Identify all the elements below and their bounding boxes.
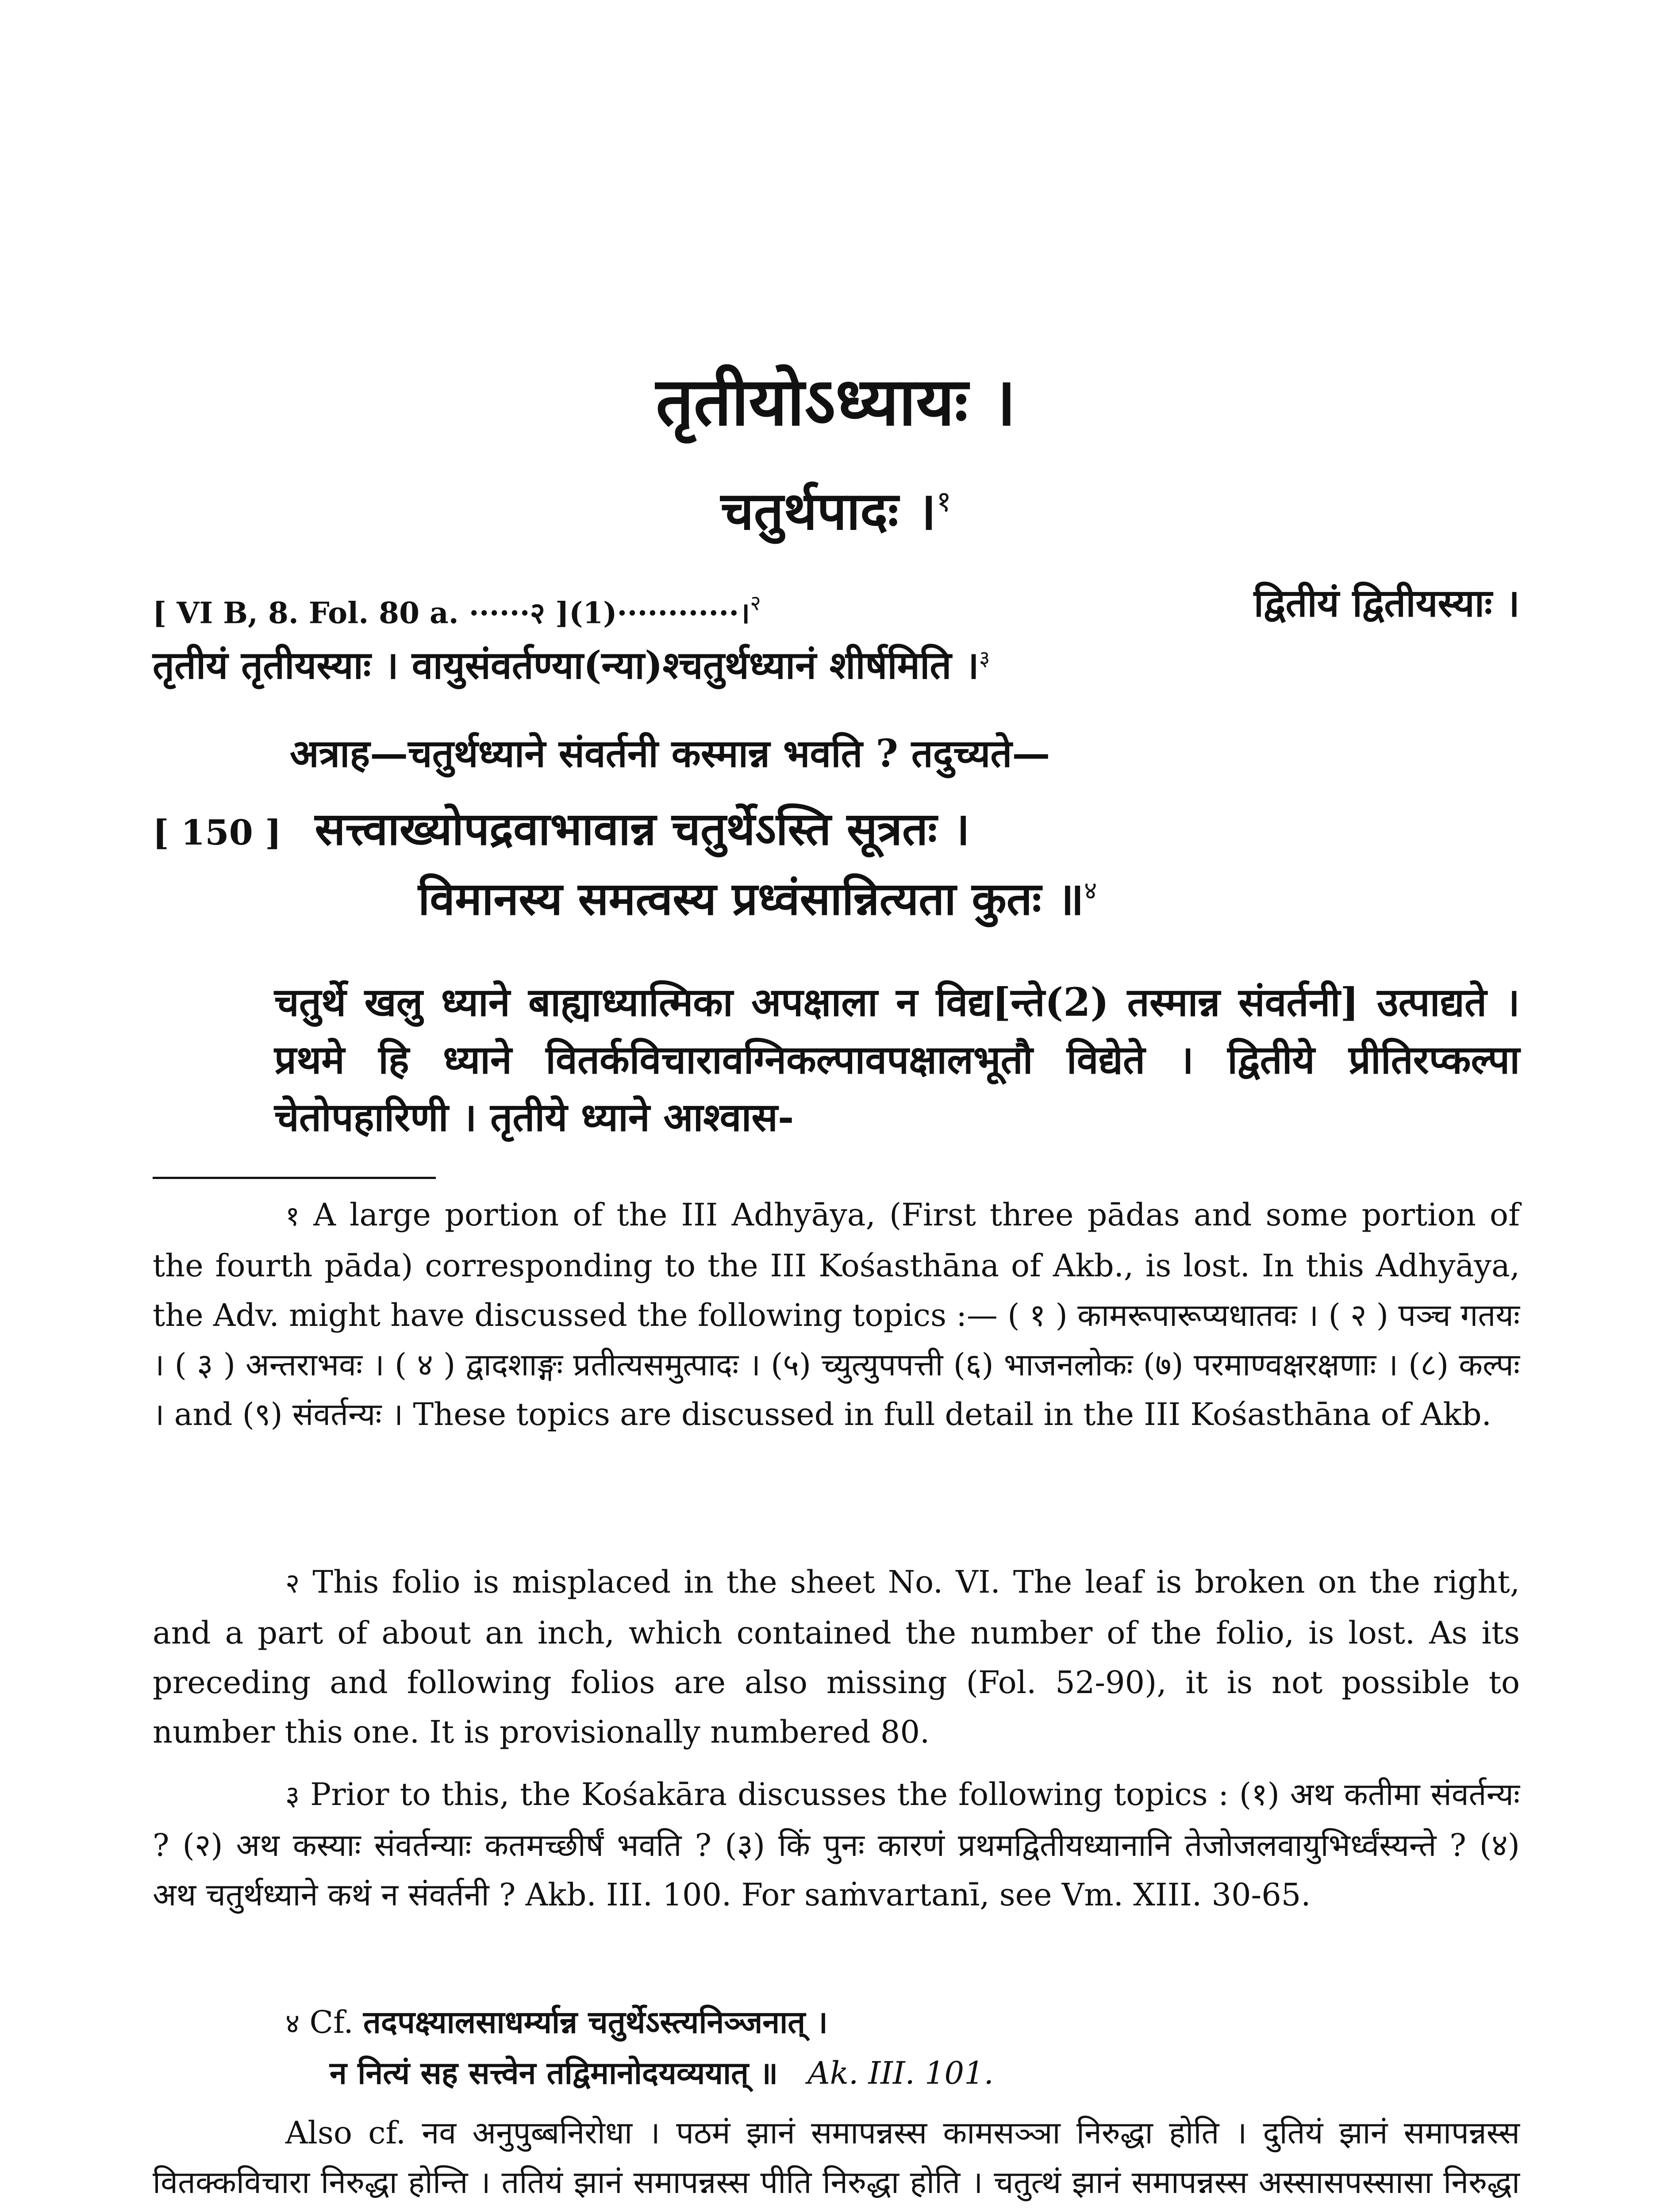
footnote-mark-4: ४ <box>1084 876 1097 905</box>
verse-line-2 <box>153 863 1520 927</box>
footnote-4-verse-2-text: न नित्यं सह सत्त्वेन तद्विमानोदयव्ययात् ॥ <box>330 2055 778 2091</box>
verse-line-1-text: सत्त्वाख्योपद्रवाभावान्न चतुर्थेऽस्ति सूत्रतः । <box>315 803 970 856</box>
footnote-4-cf: Cf. <box>309 2004 354 2040</box>
verse-line-1 <box>153 801 1520 861</box>
text-line-1-right: द्वितीयं द्वितीयस्याः । <box>1253 581 1520 626</box>
chapter-title <box>0 354 1672 444</box>
footnote-mark-1: १ <box>936 485 952 518</box>
footnote-4-mark: ४ <box>285 2007 300 2039</box>
footnote-1-mark: १ <box>285 1200 300 1232</box>
footnote-mark-3: ३ <box>979 646 990 671</box>
footnote-2-mark: २ <box>285 1567 300 1599</box>
footnote-3 <box>153 1770 1520 1920</box>
verse-number: [ 150 ] <box>153 813 281 853</box>
text-line-2 <box>153 633 1520 692</box>
footnote-1-text: A large portion of the III Adhyāya, (First three pādas and some portion of the fourth pāda) corresponding to the III Kośasthāna of Akb., is lost. In this Adhyāya, the Adv. might have discussed the following topics :— ( १ ) कामरूपारूप्यधातवः । ( २ ) पञ्च गतयः । ( ३ ) अन्तराभवः । ( ४ ) द्वादशाङ्गः प्रतीत्यसमुत्पादः । (५) च्युत्युपपत्ती (६) भाजनलोकः (७) परमाण्वक्षरक्षणाः । (८) कल्पः । and (९) संवर्तन्यः । These topics are discussed in full detail in the III Kośasthāna of Akb. <box>153 1197 1520 1432</box>
folio-reference: [ VI B, 8. Fol. 80 a. ······२ ](1)············। <box>153 595 750 630</box>
footnote-4-verse-1 <box>285 1997 1520 2048</box>
footnote-mark-2: २ <box>750 591 761 615</box>
objection-line <box>153 728 1657 780</box>
pada-title <box>0 473 1672 545</box>
footnote-1 <box>153 1190 1520 1439</box>
commentary-text: चतुर्थे खलु ध्याने बाह्याध्यात्मिका अपक्षाला न विद्य[न्ते(2) तस्मान्न संवर्तनी] उत्पाद्यते । प्रथमे हि ध्याने वितर्कविचारावग्निकल्पावपक्षालभूतौ विद्येते । द्वितीये प्रीतिरप्कल्पा चेतोपहारिणी । तृतीये ध्याने आश्वास- <box>274 979 1520 1140</box>
footnote-3-mark: ३ <box>285 1779 300 1812</box>
footnote-4-continuation-text: Also cf. नव अनुपुब्बनिरोधा । पठमं झानं समापन्नस्स कामसञ्ञा निरुद्धा होति । दुतियं झानं समापन्नस्स वितक्कविचारा निरुद्धा होन्ति । ततियं झानं समापन्नस्स पीति निरुद्धा होति । चतुत्थं झानं समापन्नस्स अस्सासपस्सासा निरुद्धा <box>153 2115 1520 2200</box>
footnote-4-continuation <box>153 2108 1520 2212</box>
footnote-3-text: Prior to this, the Kośakāra discusses the following topics : (१) अथ कतीमा संवर्तन्यः ? (२) अथ कस्याः संवर्तन्याः कतमच्छीर्षं भवति ? (३) किं पुनः कारणं प्रथमद्वितीयध्यानानि तेजोजलवायुभिर्ध्वंस्यन्ते ? (४) अथ चतुर्थध्याने कथं न संवर्तनी ? Akb. III. 100. For saṁvartanī, see Vm. XIII. 30-65. <box>153 1776 1520 1913</box>
chapter-title-text: तृतीयोऽध्यायः । <box>656 363 1016 441</box>
verse-line-2-text: विमानस्य समत्वस्य प्रध्वंसान्नित्यता कुतः ॥ <box>418 872 1084 926</box>
footnote-2 <box>153 1557 1520 1757</box>
text-line-2-text: तृतीयं तृतीयस्याः । वायुसंवर्तण्या(न्या)श्चतुर्थध्यानं शीर्षमिति । <box>153 643 979 688</box>
folio-line <box>153 577 1520 639</box>
footnote-divider <box>153 1177 436 1179</box>
footnote-2-text: This folio is misplaced in the sheet No. VI. The leaf is broken on the right, and a part of about an inch, which contained the number of the folio, is lost. As its preceding and following folios are also missing (Fol. 52-90), it is not possible to number this one. It is provisionally numbered 80. <box>153 1564 1520 1750</box>
pada-title-text: चतुर्थपादः । <box>720 480 937 541</box>
commentary-paragraph <box>153 973 1520 1146</box>
footnote-4-verse-2 <box>330 2048 1520 2098</box>
footnote-4-verse-1-text: तदपक्ष्यालसाधर्म्यान्न चतुर्थेऽस्त्यनिञ्जनात् । <box>363 2004 828 2040</box>
footnote-4-reference: Ak. III. 101. <box>807 2055 994 2091</box>
objection-text: अत्राह—चतुर्थध्याने संवर्तनी कस्मान्न भवति ? तदुच्यते— <box>290 731 1050 776</box>
